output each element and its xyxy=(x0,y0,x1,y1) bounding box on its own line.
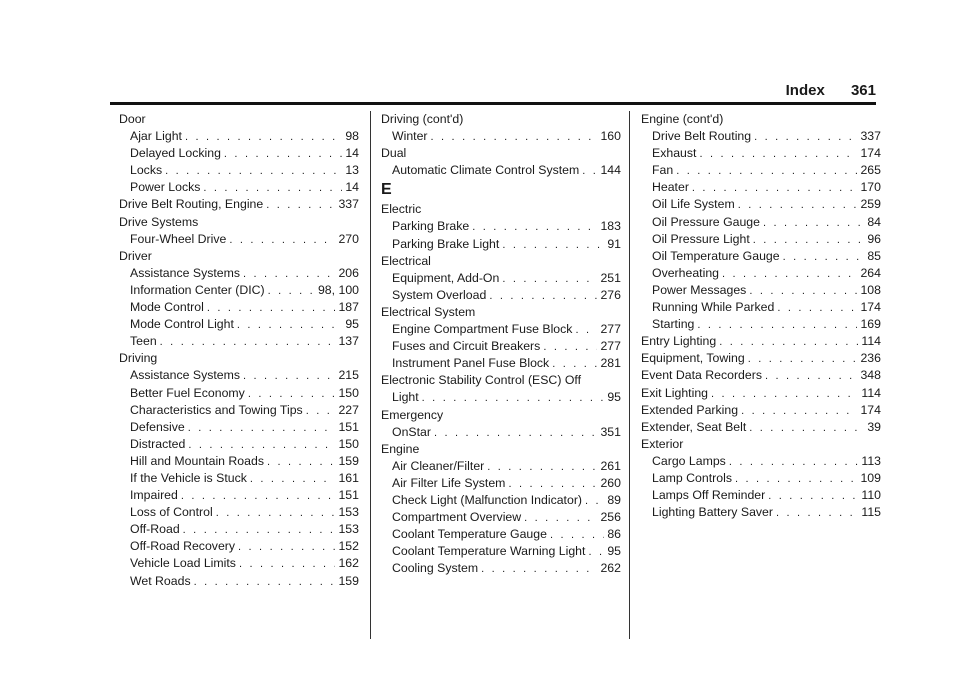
index-entry xyxy=(119,248,359,265)
page-reference: 277 xyxy=(600,322,621,337)
entry-label: Parking Brake xyxy=(392,219,470,234)
entry-label: Light xyxy=(392,390,419,405)
index-subentry xyxy=(381,162,621,179)
page-reference: 114 xyxy=(861,385,881,400)
page-reference: 86 xyxy=(607,527,621,542)
dot-leader xyxy=(783,249,865,266)
page-reference: 174 xyxy=(860,402,881,417)
page-reference: 98, 100 xyxy=(317,282,359,297)
page-reference: 151 xyxy=(338,488,359,503)
dot-leader xyxy=(768,488,858,505)
index-subentry xyxy=(641,282,881,299)
index-subentry xyxy=(381,218,621,235)
index-subentry xyxy=(641,196,881,213)
entry-label: Emergency xyxy=(381,407,444,422)
index-subentry xyxy=(119,504,359,521)
page-reference: 91 xyxy=(607,236,621,251)
index-subentry xyxy=(119,231,359,248)
entry-label: Off-Road xyxy=(130,522,180,537)
column-divider xyxy=(370,111,371,639)
index-subentry xyxy=(641,265,881,282)
entry-label: Equipment, Add-On xyxy=(392,270,500,285)
entry-label: Automatic Climate Control System xyxy=(392,163,580,178)
entry-label: Exhaust xyxy=(652,146,697,161)
index-entry xyxy=(641,436,881,453)
entry-label: Exit Lighting xyxy=(641,385,708,400)
page-reference: 351 xyxy=(600,424,621,439)
entry-label: Starting xyxy=(652,317,695,332)
page-reference: 95 xyxy=(607,390,621,405)
index-subentry xyxy=(641,162,881,179)
index-subentry xyxy=(119,316,359,333)
index-entry xyxy=(381,201,621,218)
index-subentry xyxy=(641,316,881,333)
page-reference: 259 xyxy=(860,197,881,212)
entry-label: Coolant Temperature Warning Light xyxy=(392,544,586,559)
index-subentry xyxy=(381,458,621,475)
page-reference: 206 xyxy=(338,265,359,280)
page-reference: 115 xyxy=(861,505,881,520)
index-subentry xyxy=(119,128,359,145)
index-entry xyxy=(381,441,621,458)
entry-label: Fuses and Circuit Breakers xyxy=(392,339,541,354)
entry-label: Engine xyxy=(381,441,420,456)
index-subentry xyxy=(381,270,621,287)
entry-label: Electronic Stability Control (ESC) Off xyxy=(381,373,582,388)
index-subentry xyxy=(641,145,881,162)
index-subentry xyxy=(641,470,881,487)
index-subentry xyxy=(381,560,621,577)
page-reference: 256 xyxy=(600,510,621,525)
index-subentry xyxy=(381,321,621,338)
entry-label: If the Vehicle is Stuck xyxy=(130,470,247,485)
page-reference: 162 xyxy=(338,556,359,571)
dot-leader xyxy=(692,180,858,197)
dot-leader xyxy=(250,471,336,488)
entry-label: Door xyxy=(119,112,146,126)
page-reference: 265 xyxy=(860,163,881,178)
index-subentry xyxy=(381,355,621,372)
page-reference: 337 xyxy=(860,129,881,144)
page-reference: 159 xyxy=(338,453,359,468)
index-subentry xyxy=(381,236,621,253)
page-reference: 348 xyxy=(860,368,881,383)
entry-label: Electric xyxy=(381,202,422,217)
page-reference: 150 xyxy=(338,436,359,451)
entry-label: Running While Parked xyxy=(652,300,775,315)
dot-leader xyxy=(753,232,865,249)
index-subentry xyxy=(641,504,881,521)
index-column-2 xyxy=(381,111,621,577)
entry-label: Better Fuel Economy xyxy=(130,385,245,400)
dot-leader xyxy=(188,437,335,454)
dot-leader xyxy=(722,266,857,283)
dot-leader xyxy=(699,146,857,163)
entry-label: Equipment, Towing xyxy=(641,351,745,366)
entry-label: Defensive xyxy=(130,419,185,434)
index-subentry xyxy=(641,128,881,145)
page-reference: 169 xyxy=(860,317,881,332)
page-reference: 161 xyxy=(338,470,359,485)
dot-leader xyxy=(502,271,597,288)
index-subentry xyxy=(119,282,359,299)
dot-leader xyxy=(582,163,597,180)
page-reference: 276 xyxy=(600,287,621,302)
entry-label: Power Locks xyxy=(130,180,201,195)
page-reference: 95 xyxy=(345,317,359,332)
page-reference: 281 xyxy=(600,356,621,371)
index-subentry xyxy=(381,128,621,145)
index-subentry xyxy=(119,521,359,538)
entry-label: Electrical xyxy=(381,253,431,268)
index-subentry xyxy=(119,367,359,384)
index-entry xyxy=(641,367,881,384)
entry-label: Extended Parking xyxy=(641,402,739,417)
entry-label: Lamp Controls xyxy=(652,470,732,485)
index-entry xyxy=(381,145,621,162)
index-entry xyxy=(641,350,881,367)
index-entry xyxy=(381,304,621,321)
dot-leader xyxy=(481,561,597,578)
index-subentry xyxy=(119,299,359,316)
entry-label: Four-Wheel Drive xyxy=(130,231,227,246)
entry-label: Exterior xyxy=(641,436,684,451)
index-entry xyxy=(381,111,621,128)
entry-label: Event Data Recorders xyxy=(641,368,762,383)
entry-label: Teen xyxy=(130,334,157,349)
dot-leader xyxy=(237,317,342,334)
page-number: 361 xyxy=(850,82,876,99)
column-divider xyxy=(629,111,630,639)
page-reference: 215 xyxy=(338,368,359,383)
index-subentry xyxy=(641,248,881,265)
dot-leader xyxy=(194,574,336,591)
index-entry xyxy=(381,253,621,270)
index-subentry xyxy=(119,436,359,453)
page-reference: 277 xyxy=(600,339,621,354)
page-reference: 152 xyxy=(338,539,359,554)
page-reference: 153 xyxy=(338,522,359,537)
entry-label: Parking Brake Light xyxy=(392,236,500,251)
dot-leader xyxy=(238,539,335,556)
dot-leader xyxy=(487,459,597,476)
page-reference: 144 xyxy=(600,163,621,178)
entry-label: Drive Systems xyxy=(119,214,199,229)
index-subentry xyxy=(119,179,359,196)
entry-label: Check Light (Malfunction Indicator) xyxy=(392,492,583,507)
page-reference: 114 xyxy=(861,334,881,349)
index-subentry xyxy=(641,214,881,231)
dot-leader xyxy=(719,334,858,351)
entry-label: Driver xyxy=(119,248,152,263)
index-subentry xyxy=(119,402,359,419)
entry-label: Assistance Systems xyxy=(130,368,241,383)
dot-leader xyxy=(267,454,335,471)
dot-leader xyxy=(224,146,342,163)
page-reference: 150 xyxy=(338,385,359,400)
entry-label: Engine (cont'd) xyxy=(641,112,724,126)
index-column-3 xyxy=(641,111,881,521)
entry-label: Delayed Locking xyxy=(130,146,221,161)
dot-leader xyxy=(552,356,597,373)
dot-leader xyxy=(697,317,857,334)
page-reference: 84 xyxy=(867,214,881,229)
section-title: Index xyxy=(785,82,825,99)
page-reference: 270 xyxy=(338,231,359,246)
dot-leader xyxy=(248,386,336,403)
index-subentry xyxy=(641,299,881,316)
page-reference: 251 xyxy=(600,270,621,285)
entry-label: Compartment Overview xyxy=(392,510,522,525)
entry-label: Locks xyxy=(130,163,163,178)
entry-label: Lamps Off Reminder xyxy=(652,488,766,503)
entry-label: Hill and Mountain Roads xyxy=(130,453,264,468)
dot-leader xyxy=(160,334,336,351)
dot-leader xyxy=(472,219,597,236)
entry-label: Impaired xyxy=(130,488,178,503)
page-reference: 151 xyxy=(338,419,359,434)
page-reference: 227 xyxy=(338,402,359,417)
entry-label: Drive Belt Routing xyxy=(652,129,752,144)
dot-leader xyxy=(181,488,336,505)
index-subentry xyxy=(381,424,621,441)
index-subentry xyxy=(381,526,621,543)
dot-leader xyxy=(207,300,336,317)
page-reference: 113 xyxy=(861,453,881,468)
entry-label: Heater xyxy=(652,180,689,195)
entry-label: Oil Life System xyxy=(652,197,735,212)
entry-label: Wet Roads xyxy=(130,573,191,588)
entry-label: OnStar xyxy=(392,424,431,439)
entry-label: Off-Road Recovery xyxy=(130,539,236,554)
dot-leader xyxy=(188,420,336,437)
page-reference: 159 xyxy=(338,573,359,588)
entry-label: Driving (cont'd) xyxy=(381,112,464,126)
entry-label: Winter xyxy=(392,129,428,144)
index-subentry xyxy=(641,453,881,470)
page-reference: 187 xyxy=(338,300,359,315)
entry-label: Loss of Control xyxy=(130,505,213,520)
entry-label: Lighting Battery Saver xyxy=(652,505,773,520)
dot-leader xyxy=(738,197,858,214)
page-reference: 14 xyxy=(345,146,359,161)
dot-leader xyxy=(243,266,335,283)
dot-leader xyxy=(434,425,598,442)
dot-leader xyxy=(749,420,864,437)
entry-label: Characteristics and Towing Tips xyxy=(130,402,303,417)
index-subentry xyxy=(119,385,359,402)
dot-leader xyxy=(165,163,342,180)
dot-leader xyxy=(266,197,335,214)
page-reference: 98 xyxy=(345,129,359,144)
entry-label: Coolant Temperature Gauge xyxy=(392,527,547,542)
dot-leader xyxy=(676,163,857,180)
dot-leader xyxy=(543,339,597,356)
index-subentry xyxy=(119,538,359,555)
index-entry xyxy=(641,333,881,350)
index-subentry xyxy=(381,492,621,509)
page-reference: 108 xyxy=(860,282,881,297)
page-reference: 96 xyxy=(867,231,881,246)
index-subentry xyxy=(119,573,359,590)
page-reference: 39 xyxy=(867,419,881,434)
page-reference: 264 xyxy=(860,265,881,280)
dot-leader xyxy=(748,351,858,368)
entry-label: Fan xyxy=(652,163,674,178)
letter-heading: E xyxy=(381,181,392,199)
dot-leader xyxy=(585,493,604,510)
index-subentry xyxy=(119,487,359,504)
entry-label: Instrument Panel Fuse Block xyxy=(392,356,550,371)
page-reference: 260 xyxy=(600,475,621,490)
page-reference: 236 xyxy=(860,351,881,366)
dot-leader xyxy=(183,522,336,539)
index-subentry xyxy=(641,487,881,504)
entry-label: Overheating xyxy=(652,265,719,280)
index-subentry xyxy=(119,265,359,282)
entry-label: Vehicle Load Limits xyxy=(130,556,236,571)
entry-label: Oil Pressure Gauge xyxy=(652,214,760,229)
dot-leader xyxy=(306,403,336,420)
dot-leader xyxy=(765,368,857,385)
dot-leader xyxy=(422,390,605,407)
index-subentry xyxy=(381,389,621,406)
dot-leader xyxy=(575,322,597,339)
dot-leader xyxy=(735,471,858,488)
dot-leader xyxy=(431,129,598,146)
entry-label: Power Messages xyxy=(652,282,747,297)
dot-leader xyxy=(763,215,864,232)
dot-leader xyxy=(550,527,604,544)
page-reference: 137 xyxy=(338,334,359,349)
page-reference: 13 xyxy=(345,163,359,178)
dot-leader xyxy=(777,300,857,317)
dot-leader xyxy=(229,232,335,249)
index-subentry xyxy=(641,231,881,248)
entry-label: Dual xyxy=(381,146,407,161)
dot-leader xyxy=(489,288,597,305)
index-entry xyxy=(119,111,359,128)
dot-leader xyxy=(754,129,857,146)
index-entry xyxy=(119,350,359,367)
page-reference: 14 xyxy=(345,180,359,195)
dot-leader xyxy=(711,386,858,403)
dot-leader xyxy=(216,505,336,522)
dot-leader xyxy=(502,237,604,254)
page-reference: 170 xyxy=(860,180,881,195)
entry-label: Entry Lighting xyxy=(641,334,717,349)
entry-label: Oil Temperature Gauge xyxy=(652,248,780,263)
page-reference: 153 xyxy=(338,505,359,520)
page-header xyxy=(0,82,876,102)
page-reference: 109 xyxy=(860,470,881,485)
index-subentry xyxy=(381,475,621,492)
entry-label: Mode Control Light xyxy=(130,317,234,332)
dot-leader xyxy=(243,368,335,385)
entry-label: Air Cleaner/Filter xyxy=(392,458,485,473)
index-subentry xyxy=(119,145,359,162)
header-rule xyxy=(110,102,876,105)
page-reference: 262 xyxy=(600,561,621,576)
index-entry xyxy=(119,196,359,213)
entry-label: Driving xyxy=(119,351,158,366)
page-reference: 337 xyxy=(338,197,359,212)
index-entry xyxy=(641,385,881,402)
entry-label: Cooling System xyxy=(392,561,479,576)
index-entry xyxy=(641,419,881,436)
entry-label: Assistance Systems xyxy=(130,265,241,280)
page-reference: 174 xyxy=(860,146,881,161)
page-reference: 174 xyxy=(860,300,881,315)
index-subentry xyxy=(381,543,621,560)
dot-leader xyxy=(185,129,342,146)
dot-leader xyxy=(524,510,597,527)
page-reference: 110 xyxy=(861,488,881,503)
entry-label: Drive Belt Routing, Engine xyxy=(119,197,264,212)
dot-leader xyxy=(203,180,342,197)
page-reference: 95 xyxy=(607,544,621,559)
index-subentry xyxy=(381,338,621,355)
entry-label: Mode Control xyxy=(130,300,204,315)
index-subentry xyxy=(381,509,621,526)
dot-leader xyxy=(776,505,858,522)
page-reference: 89 xyxy=(607,492,621,507)
dot-leader xyxy=(268,283,315,300)
index-subentry xyxy=(119,453,359,470)
index-entry xyxy=(119,214,359,231)
entry-label: Distracted xyxy=(130,436,186,451)
entry-label: Engine Compartment Fuse Block xyxy=(392,322,573,337)
entry-label: Information Center (DIC) xyxy=(130,282,265,297)
index-subentry xyxy=(119,555,359,572)
entry-label: Electrical System xyxy=(381,304,476,319)
entry-label: Extender, Seat Belt xyxy=(641,419,747,434)
dot-leader xyxy=(508,476,597,493)
dot-leader xyxy=(729,454,859,471)
index-entry xyxy=(641,402,881,419)
index-subentry xyxy=(641,179,881,196)
entry-label: Cargo Lamps xyxy=(652,453,726,468)
dot-leader xyxy=(741,403,857,420)
index-entry xyxy=(381,407,621,424)
dot-leader xyxy=(749,283,857,300)
dot-leader xyxy=(588,544,604,561)
dot-leader xyxy=(239,556,336,573)
index-subentry xyxy=(119,470,359,487)
entry-label: System Overload xyxy=(392,287,487,302)
index-column-1 xyxy=(119,111,359,590)
index-entry xyxy=(641,111,881,128)
page-reference: 261 xyxy=(600,458,621,473)
index-entry xyxy=(381,372,621,389)
entry-label: Ajar Light xyxy=(130,129,182,144)
index-subentry xyxy=(381,287,621,304)
page-reference: 183 xyxy=(600,219,621,234)
page-reference: 160 xyxy=(600,129,621,144)
index-subentry xyxy=(119,419,359,436)
index-subentry xyxy=(119,333,359,350)
index-subentry xyxy=(119,162,359,179)
entry-label: Oil Pressure Light xyxy=(652,231,750,246)
page-reference: 85 xyxy=(867,248,881,263)
entry-label: Air Filter Life System xyxy=(392,475,506,490)
